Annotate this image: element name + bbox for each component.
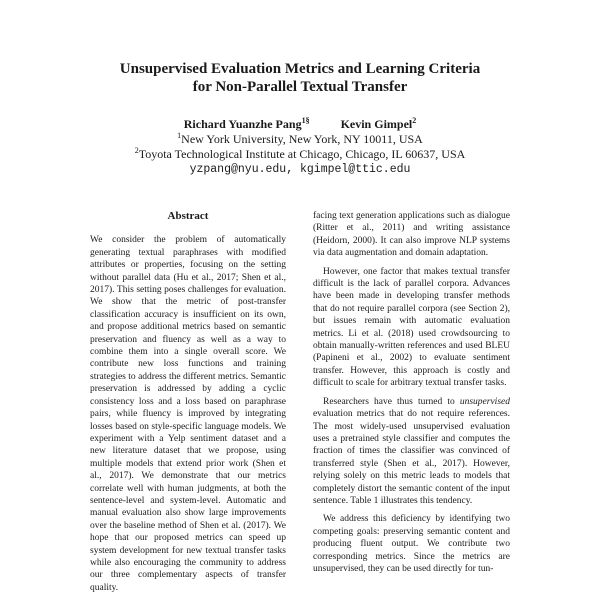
intro-paragraph-1: facing text generation applications such as dialogue (Ritter et al., 2011) and writing assistance (Heidorn, 2000). It can also improve NLP systems via data augmentation and domain adaptation. bbox=[313, 211, 510, 259]
abstract-column bbox=[90, 210, 286, 594]
author-2-marks: 2 bbox=[412, 116, 417, 125]
abstract-text: We consider the problem of automatically generating textual paraphrases with modified attributes or properties, focusing on the setting without parallel data (Hu et al., 2017; Shen et al., 2017). This setting poses challenges for evaluation. We show that the metric of post-transfer classification accuracy is insufficient on its own, and propose additional metrics based on semantic preservation and fluency as well as a way to combine them into a single overall score. We contribute new loss functions and training strategies to address the different metrics. Semantic preservation is addressed by adding a cyclic consistency loss and a loss based on paraphrase pairs, while fluency is improved by integrating losses based on style-specific language models. We experiment with a Yelp sentiment dataset and a new literature dataset that we propose, using multiple models that extend prior work (Shen et al., 2017). We demonstrate that our metrics correlate well with human judgments, at both the sentence-level and system-level. Automatic and manual evaluation also show large improvements over the baseline method of Shen et al. (2017). We hope that our proposed metrics can speed up system development for new textual transfer tasks while also encouraging the community to address our three complementary aspects of transfer quality. bbox=[90, 235, 286, 593]
abstract-heading: Abstract bbox=[167, 210, 209, 222]
author-2: Kevin Gimpel$^2$ bbox=[340, 116, 417, 131]
affiliation-2: $^2$Toyota Technological Institute at Chicago, Chicago, IL 60637, USA bbox=[134, 146, 466, 161]
author-emails: yzpang@nyu.edu, kgimpel@ttic.edu bbox=[189, 163, 411, 176]
emphasis-unsupervised: unsupervised bbox=[459, 396, 510, 407]
author-1: Richard Yuanzhe Pang$^{1\S}$ bbox=[183, 116, 310, 131]
intro-paragraph-2: However, one factor that makes textual transfer difficult is the lack of parallel corpora. Advances have been made in developing transfer methods that do not require parallel corpora (see Section 2), but issues remain with automatic evaluation metrics. Li et al. (2018) used crowdsourcing to obtain manually-written references and used BLEU (Papineni et al., 2002) to evaluate sentiment transfer. However, this approach is costly and difficult to scale for arbitrary textual transfer tasks. bbox=[313, 266, 510, 389]
paper-title bbox=[0, 60, 600, 96]
author-1-marks: 1§ bbox=[301, 116, 310, 125]
title-line-2: for Non-Parallel Textual Transfer bbox=[192, 79, 408, 95]
intro-paragraph-3: Researchers have thus turned to unsupervised evaluation metrics that do not require references. The most widely-used unsupervised evaluation uses a pretrained style classifier and computes the fraction of times the classifier was convinced of transferred style (Shen et al., 2017). However, relying solely on this metric leads to models that completely distort the semantic content of the input sentence. Table 1 illustrates this tendency. bbox=[313, 396, 510, 506]
intro-column bbox=[313, 210, 510, 575]
author-names bbox=[0, 117, 600, 132]
title-line-1: Unsupervised Evaluation Metrics and Learning Criteria bbox=[119, 61, 481, 77]
author-block bbox=[0, 117, 600, 177]
affiliation-1: $^1$New York University, New York, NY 10011, USA bbox=[177, 131, 423, 146]
intro-paragraph-4: We address this deficiency by identifying two competing goals: preserving semantic content and producing fluent output. We contribute two corresponding metrics. Since the metrics are unsupervised, they can be used directly for tun- bbox=[313, 514, 510, 574]
